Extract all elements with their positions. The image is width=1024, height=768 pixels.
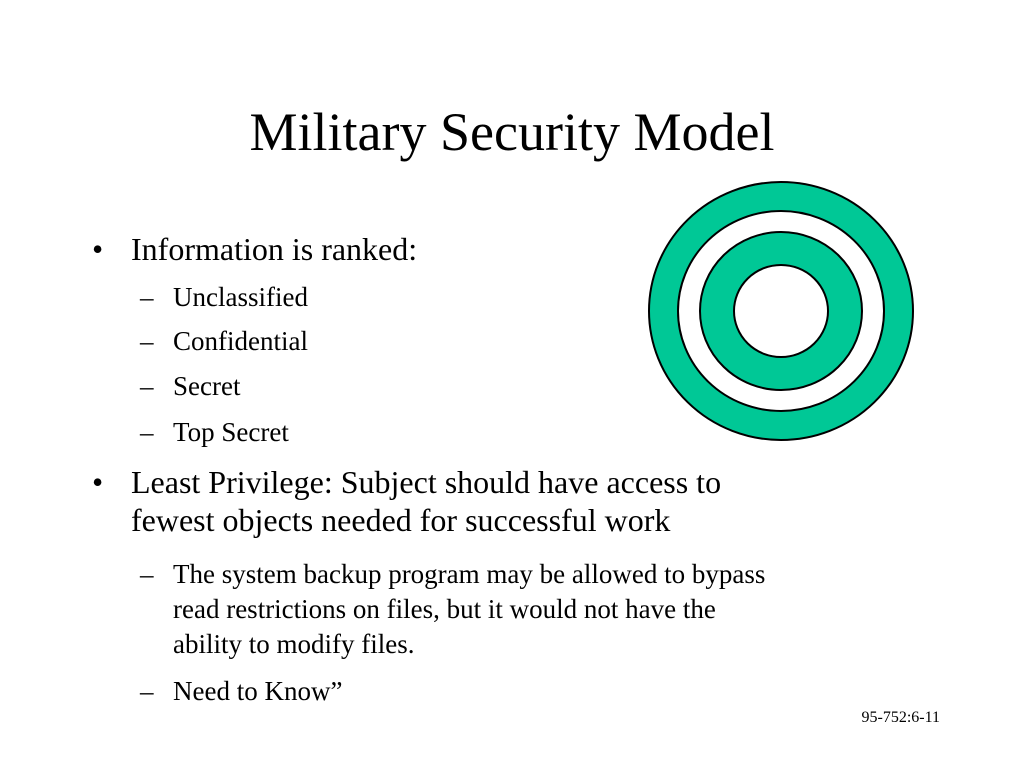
center-circle <box>734 265 828 357</box>
sub-text-line-3: ability to modify files. <box>173 629 415 659</box>
sub-text: Unclassified <box>173 282 308 312</box>
sub-marker: – <box>140 676 154 706</box>
sub-marker: – <box>140 417 154 447</box>
sub-text-line-2: read restrictions on files, but it would not have the <box>173 594 716 624</box>
sub-item-need-to-know <box>140 674 620 708</box>
sub-marker: – <box>140 282 154 312</box>
sub-item-unclassified <box>140 280 620 314</box>
bullet-text-line-2: fewest objects needed for successful work <box>131 502 671 538</box>
slide-title: Military Security Model <box>249 102 775 162</box>
bullet-marker: • <box>92 231 104 267</box>
sub-marker: – <box>140 371 154 401</box>
sub-text: Top Secret <box>173 417 289 447</box>
sub-marker: – <box>140 559 154 589</box>
sub-item-secret <box>140 369 620 403</box>
sub-text: Confidential <box>173 326 308 356</box>
sub-text-line-1: The system backup program may be allowed to bypass <box>173 559 766 589</box>
concentric-rings-target-icon <box>646 180 918 446</box>
sub-text: Need to Know” <box>173 676 343 706</box>
slide-number: 95-752:6-11 <box>861 709 940 726</box>
bullet-text-line-1: Least Privilege: Subject should have access to <box>131 464 722 500</box>
sub-item-top-secret <box>140 415 620 449</box>
sub-marker: – <box>140 326 154 356</box>
bullet-information-ranked <box>92 230 652 270</box>
bullet-text: Information is ranked: <box>131 231 418 267</box>
bullet-least-privilege <box>92 463 972 541</box>
sub-item-backup-program <box>140 557 1000 661</box>
sub-item-confidential <box>140 324 620 358</box>
bullet-marker: • <box>92 464 104 500</box>
sub-text: Secret <box>173 371 241 401</box>
